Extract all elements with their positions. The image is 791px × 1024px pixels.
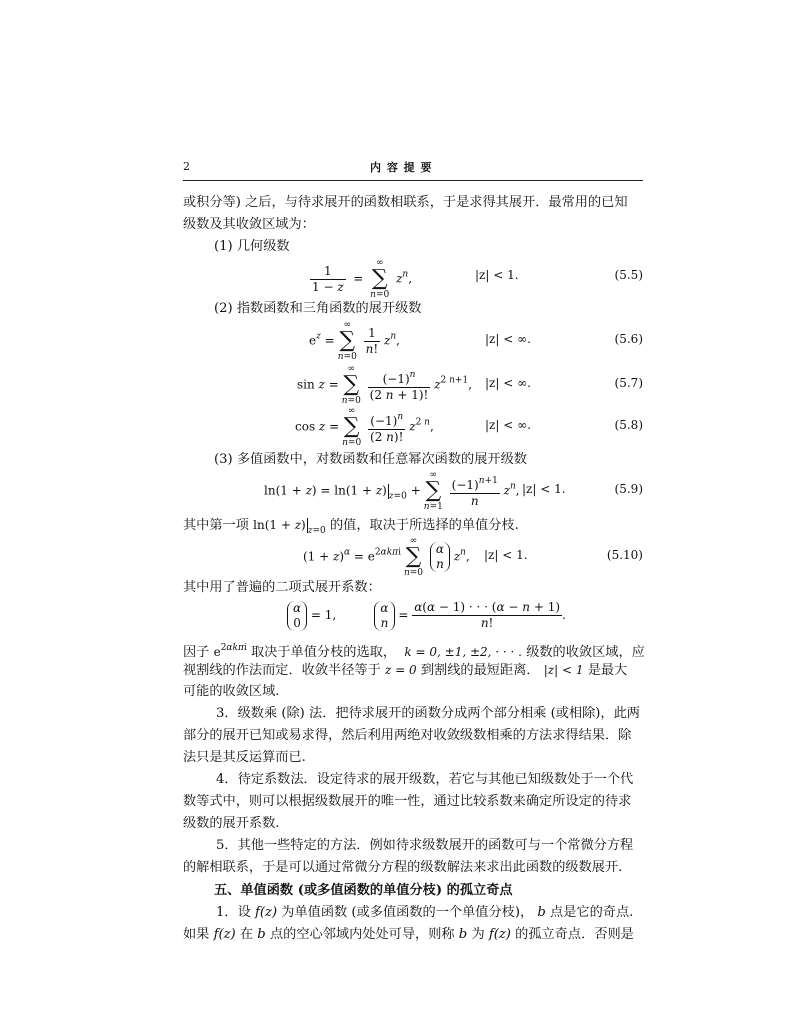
equation-5-8: cos z = ∞ ∑ n=0 $\frac{(-1)^n}{(2 n)!}$ $z^{2 n}$, [295, 406, 434, 448]
binomial-coefficient-formula: α 0 = 1, α n = $\frac{\alpha(\alpha - 1) \cdot \cdot \cdot (\alpha - n + 1)}{n!}$ . [287, 600, 566, 631]
method-3-line-2: 部分的展开已知或易求得，然后利用两绝对收敛级数相乘的方法求得结果．除 [183, 728, 632, 743]
equation-5-6: $e^z$ = ∞ ∑ n=0 $\frac{1}{n!}$ $z^n$, [309, 320, 400, 362]
method-3-line-3: 法只是其反运算而已. [183, 750, 306, 765]
equation-number-5-5: (5.5) [614, 268, 643, 282]
factor-line-2 [183, 659, 627, 682]
method-5-line-1: 5．其他一些特定的方法．例如待求级数展开的函数可与一个常微分方程 [216, 838, 634, 853]
singularity-fz-3: f(z) [488, 927, 511, 942]
equation-5-7: sin z = ∞ ∑ n=0 $\frac{(-1)^n}{(2 n + 1)!}$ $z^{2 n+1}$, [297, 364, 473, 406]
factor-radius: |z| < 1 [543, 663, 584, 677]
item-geometric-label: (1) 几何级数 [214, 239, 290, 254]
method-4-line-3: 级数的展开系数. [183, 816, 280, 831]
page-number: 2 [183, 160, 190, 173]
running-title: 内 容 提 要 [370, 161, 433, 174]
log-branch-line: 其中第一项 ln(1 + z) $_{z=0}$ 的值，取决于所选择的单值分枝. [183, 518, 519, 536]
singularity-line-2-i: 的孤立奇点．否则是 [515, 927, 634, 942]
equation-number-5-7: (5.7) [614, 376, 643, 390]
singularity-line-1-a: 1．设 [216, 905, 251, 920]
singularity-b-1: b [537, 905, 546, 920]
singularity-line-1-e: 点是它的奇点. [550, 905, 634, 920]
condition-5-9: |z| < 1. [522, 482, 566, 496]
method-4-line-1: 4．待定系数法．设定待求的展开级数，若它与其他已知级数处于一个代 [216, 772, 634, 787]
condition-5-5: |z| < 1. [475, 268, 519, 282]
factor-line-2-a: 视割线的作法而定．收敛半径等于 [183, 663, 381, 678]
factor-line-2-c: 到割线的最短距离． [420, 663, 540, 678]
intro-line-2: 级数及其收敛区域为： [183, 217, 315, 232]
singularity-b-3: b [458, 927, 468, 942]
singularity-fz-2: f(z) [213, 927, 236, 942]
singularity-line-1 [216, 902, 633, 924]
factor-line-1-b: 取决于单值分枝的选取， [250, 645, 397, 660]
equation-number-5-8: (5.8) [614, 418, 643, 432]
singularity-line-1-c: 为单值函数 (或多值函数的一个单值分枝)， [281, 905, 534, 920]
item-exp-trig-label: (2) 指数函数和三角函数的展开级数 [214, 301, 422, 316]
method-5-line-2: 的解相联系，于是可以通过常微分方程的级数解法来求出此函数的级数展开. [183, 860, 623, 875]
factor-line-1-a: 因子 [183, 645, 210, 660]
header-rule [183, 180, 643, 181]
log-branch-prefix: 其中第一项 [183, 518, 249, 533]
equation-number-5-10: (5.10) [606, 548, 643, 562]
equation-number-5-6: (5.6) [614, 332, 643, 346]
equation-number-5-9: (5.9) [614, 482, 643, 496]
method-3-line-1: 3．级数乘 (除) 法．把待求展开的函数分成两个部分相乘 (或相除)，此两 [216, 706, 640, 721]
condition-5-8: |z| < ∞. [485, 418, 531, 432]
factor-line-3: 可能的收敛区域. [183, 684, 280, 699]
equation-5-5: $\frac{1}{1 - z}$ = ∞ ∑ n=0 $z^n$, [312, 258, 413, 300]
factor-line-1-d: 级数的收敛区域，应 [526, 645, 645, 660]
factor-k-values: k = 0, ±1, ±2, · · · . [404, 645, 522, 659]
equation-5-9: ln(1 + z) = ln(1 + z) $_{z=0}$ + ∞ ∑ n=1 $\frac{(-1)^{n+1}}{n}$ $z^n$, [264, 470, 520, 512]
singularity-line-2 [183, 924, 634, 946]
factor-line-2-e: 是最大 [587, 663, 628, 678]
log-branch-suffix: 的值，取决于所选择的单值分枝. [329, 518, 519, 533]
singularity-line-2-e: 点的空心邻域内处处可导，则称 [269, 927, 455, 942]
equation-5-10: $(1 + z)^\alpha = e^{2\alpha k\pi i}$ ∞ ∑ n=0 α n $z^n$, [303, 536, 482, 578]
factor-line-1: 因子 $e^{2\alpha k\pi i}$ 取决于单值分枝的选取， k = 0, ±1, ±2, · · · . 级数的收敛区域，应 [183, 643, 645, 660]
binomial-intro: 其中用了普遍的二项式展开系数： [183, 580, 381, 595]
method-4-line-2: 数等式中，则可以根据级数展开的唯一性，通过比较系数来确定所设定的待求 [183, 794, 632, 809]
section-heading: 五、单值函数 (或多值函数的单值分枝) 的孤立奇点 [214, 883, 513, 898]
intro-line-1: 或积分等) 之后，与待求展开的函数相联系，于是求得其展开．最常用的已知 [183, 195, 628, 210]
condition-5-7: |z| < ∞. [485, 376, 531, 390]
singularity-line-2-a: 如果 [183, 927, 210, 942]
factor-z-zero: z = 0 [385, 663, 417, 677]
singularity-line-2-g: 为 [471, 927, 485, 942]
singularity-b-2: b [257, 927, 266, 942]
condition-5-10: |z| < 1. [484, 548, 528, 562]
condition-5-6: |z| < ∞. [485, 332, 531, 346]
singularity-line-2-c: 在 [239, 927, 254, 942]
singularity-fz-1: f(z) [254, 905, 278, 920]
item-multivalued-label: (3) 多值函数中，对数函数和任意幂次函数的展开级数 [214, 452, 527, 467]
